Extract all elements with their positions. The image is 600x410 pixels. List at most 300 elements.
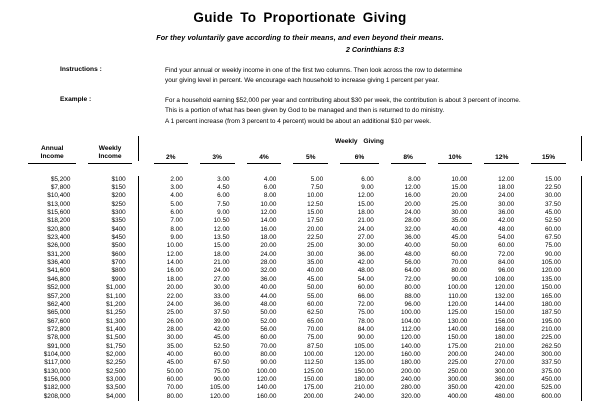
cell-giving-10pct: 50.00 [451,242,468,250]
cell-giving-10pct: 175.00 [447,342,468,350]
cell-giving-4pct: 80.00 [260,350,277,358]
cell-giving-6pct: 105.00 [354,342,374,350]
cell-giving-3pct: 3.00 [217,175,230,183]
cell-giving-10pct: 140.00 [447,325,468,333]
cell-giving-12pct: 48.00 [498,225,515,233]
cell-giving-2pct: 14.00 [166,259,183,267]
cell-annual-income: $156,000 [43,375,71,383]
cell-giving-4pct: 90.00 [260,359,277,367]
cell-giving-3pct: 30.00 [213,284,230,292]
table-row [22,226,582,234]
cell-giving-5pct: 12.50 [307,200,324,208]
cell-giving-2pct: 35.00 [166,342,183,350]
cell-giving-15pct: 262.50 [541,342,561,350]
cell-giving-15pct: 165.00 [541,292,561,300]
cell-annual-income: $78,000 [47,334,71,342]
cell-giving-6pct: 48.00 [357,267,374,275]
vertical-separator-left [138,234,148,242]
note-line: your giving level in percent. We encourage each household to increase giving 1 percent per year. [165,77,440,85]
vertical-separator-right [572,217,582,225]
cell-giving-4pct: 140.00 [256,384,277,392]
vertical-separator-left [138,145,148,161]
cell-annual-income: $117,000 [44,359,71,367]
cell-giving-2pct: 22.00 [166,292,183,300]
note-example [60,96,600,127]
cell-giving-5pct: 30.00 [307,250,324,258]
cell-giving-10pct: 100.00 [447,284,468,292]
cell-giving-5pct: 150.00 [303,375,324,383]
cell-giving-15pct: 195.00 [541,317,561,325]
vertical-separator-right [572,192,582,200]
cell-giving-8pct: 280.00 [401,384,421,392]
cell-giving-2pct: 28.00 [166,325,183,333]
note-line: This is a portion of what has been given by God to be managed and then is returned to do ministry. [165,107,445,115]
cell-giving-6pct: 210.00 [354,384,374,392]
cell-annual-income: $13,000 [47,200,71,208]
col-header-pct-10: 10% [448,154,462,162]
cell-giving-5pct: 25.00 [307,242,324,250]
cell-giving-8pct: 112.00 [401,325,421,333]
cell-giving-6pct: 21.00 [357,217,374,225]
cell-giving-15pct: 105.00 [541,259,561,267]
vertical-separator-left [138,176,148,184]
cell-giving-3pct: 12.00 [213,225,230,233]
scripture-quote: For they voluntarily gave according to their means, and even beyond their means. [156,33,444,42]
cell-giving-6pct: 90.00 [357,334,374,342]
cell-giving-2pct: 8.00 [170,225,183,233]
cell-giving-6pct: 42.00 [357,259,374,267]
col-header-line: Annual [41,144,64,152]
cell-giving-3pct: 75.00 [213,367,230,375]
cell-giving-12pct: 42.00 [498,217,515,225]
cell-giving-2pct: 26.00 [166,317,183,325]
cell-giving-5pct: 200.00 [303,392,324,400]
cell-giving-10pct: 90.00 [451,275,468,283]
cell-giving-3pct: 45.00 [213,334,230,342]
col-header-pct-8: 8% [403,154,413,162]
cell-giving-15pct: 45.00 [544,209,561,217]
vertical-separator-right [572,145,582,161]
cell-giving-4pct: 20.00 [260,242,277,250]
cell-giving-12pct: 150.00 [494,309,515,317]
cell-giving-10pct: 40.00 [451,225,468,233]
col-header-annual-income [22,145,82,161]
cell-giving-4pct: 10.00 [260,200,277,208]
group-spacer [432,136,479,145]
cell-annual-income: $23,400 [47,234,71,242]
cell-giving-10pct: 25.00 [451,200,468,208]
cell-giving-15pct: 60.00 [544,225,561,233]
giving-guide-page [0,10,600,410]
cell-giving-15pct: 15.00 [544,175,561,183]
col-header-pct-3: 3% [212,154,222,162]
cell-giving-8pct: 56.00 [404,259,421,267]
cell-giving-10pct: 130.00 [447,317,468,325]
vertical-separator-left [138,284,148,292]
table-row [22,309,582,317]
cell-giving-5pct: 45.00 [307,275,324,283]
cell-giving-4pct: 28.00 [260,259,277,267]
cell-weekly-income: $1,400 [106,325,126,333]
cell-giving-15pct: 210.00 [541,325,561,333]
cell-giving-8pct: 20.00 [404,200,421,208]
vertical-separator-left [138,309,148,317]
vertical-separator-right [572,226,582,234]
cell-giving-3pct: 7.50 [217,200,230,208]
cell-weekly-income: $2,250 [106,359,126,367]
cell-giving-12pct: 144.00 [494,300,515,308]
cell-giving-12pct: 168.00 [494,325,515,333]
vertical-separator-right [572,234,582,242]
cell-giving-3pct: 105.00 [210,384,230,392]
note-line: A 1 percent increase (from 3 percent to 4 percent) would be about an additional $10 per week. [165,117,432,125]
cell-giving-10pct: 400.00 [447,392,468,400]
vertical-separator-right [572,334,582,342]
cell-giving-2pct: 12.00 [166,250,183,258]
cell-giving-8pct: 64.00 [404,267,421,275]
cell-giving-2pct: 60.00 [166,375,183,383]
cell-giving-5pct: 40.00 [307,267,324,275]
cell-weekly-income: $3,500 [106,384,126,392]
cell-giving-12pct: 36.00 [498,209,515,217]
table-spacer-row [22,167,582,175]
vertical-separator-left [138,209,148,217]
cell-giving-4pct: 18.00 [260,234,277,242]
cell-giving-2pct: 9.00 [170,234,183,242]
cell-giving-5pct: 100.00 [303,350,324,358]
cell-giving-5pct: 70.00 [307,325,324,333]
cell-giving-8pct: 240.00 [401,375,421,383]
cell-weekly-income: $1,250 [106,309,126,317]
vertical-separator-left [138,251,148,259]
cell-giving-8pct: 48.00 [404,250,421,258]
cell-weekly-income: $1,500 [106,334,126,342]
vertical-separator-right [572,301,582,309]
cell-annual-income: $18,200 [47,217,71,225]
group-spacer [287,136,334,145]
cell-giving-3pct: 9.00 [217,209,230,217]
cell-giving-12pct: 108.00 [494,275,515,283]
cell-weekly-income: $1,750 [106,342,126,350]
cell-giving-3pct: 24.00 [213,267,230,275]
vertical-separator-right [572,242,582,250]
col-header-pct-5: 5% [306,154,316,162]
note-body [165,96,600,127]
cell-giving-12pct: 180.00 [494,334,515,342]
cell-giving-8pct: 28.00 [404,217,421,225]
cell-giving-8pct: 8.00 [408,175,421,183]
cell-giving-5pct: 50.00 [307,284,324,292]
cell-weekly-income: $2,000 [106,350,126,358]
cell-giving-8pct: 40.00 [404,242,421,250]
cell-giving-15pct: 30.00 [544,192,561,200]
cell-giving-10pct: 30.00 [451,209,468,217]
scripture-block [0,33,600,54]
cell-giving-5pct: 87.50 [307,342,324,350]
vertical-separator-left [138,293,148,301]
cell-giving-12pct: 30.00 [498,200,515,208]
cell-giving-12pct: 270.00 [494,359,515,367]
cell-giving-15pct: 75.00 [544,242,561,250]
col-header-line: Income [98,153,122,161]
vertical-separator-left [138,242,148,250]
col-header-pct-15: 15% [541,154,556,162]
cell-giving-3pct: 42.00 [213,325,230,333]
vertical-separator-right [572,201,582,209]
cell-giving-5pct: 55.00 [307,292,324,300]
cell-giving-6pct: 120.00 [354,350,374,358]
cell-giving-2pct: 5.00 [170,200,183,208]
cell-giving-15pct: 450.00 [541,375,561,383]
cell-giving-10pct: 300.00 [447,375,468,383]
cell-giving-10pct: 15.00 [451,184,468,192]
cell-giving-12pct: 240.00 [494,350,515,358]
table-row [22,384,582,392]
cell-giving-8pct: 12.00 [404,184,421,192]
vertical-separator-right [572,209,582,217]
cell-giving-6pct: 36.00 [357,250,374,258]
cell-giving-10pct: 45.00 [451,234,468,242]
table-row [22,217,582,225]
cell-weekly-income: $150 [111,184,126,192]
cell-giving-5pct: 125.00 [303,367,324,375]
cell-giving-2pct: 40.00 [166,350,183,358]
cell-weekly-income: $1,200 [106,300,126,308]
cell-giving-3pct: 10.50 [213,217,230,225]
cell-weekly-income: $100 [111,175,126,183]
vertical-separator-right [572,326,582,334]
table-row [22,201,582,209]
vertical-separator-right [572,384,582,392]
cell-giving-6pct: 180.00 [354,375,374,383]
cell-giving-2pct: 24.00 [166,300,183,308]
cell-giving-12pct: 480.00 [494,392,515,400]
cell-giving-15pct: 120.00 [541,267,561,275]
cell-giving-6pct: 150.00 [354,367,374,375]
cell-giving-15pct: 22.50 [544,184,561,192]
cell-giving-3pct: 67.50 [213,359,230,367]
notes-section [0,66,600,127]
cell-giving-15pct: 52.50 [544,217,561,225]
vertical-separator-right [572,368,582,376]
cell-giving-5pct: 10.00 [307,192,324,200]
cell-giving-15pct: 300.00 [541,350,561,358]
cell-giving-6pct: 24.00 [357,225,374,233]
vertical-separator-right [572,276,582,284]
vertical-separator-left [138,376,148,384]
cell-giving-15pct: 525.00 [541,384,561,392]
cell-giving-8pct: 96.00 [404,300,421,308]
note-instructions [60,66,600,87]
scripture-reference: 2 Corinthians 8:3 [345,45,405,54]
cell-giving-3pct: 18.00 [213,250,230,258]
cell-giving-10pct: 125.00 [447,309,468,317]
cell-giving-15pct: 150.00 [541,284,561,292]
cell-weekly-income: $4,000 [106,392,126,400]
cell-giving-5pct: 17.50 [307,217,324,225]
cell-weekly-income: $350 [111,217,126,225]
cell-giving-15pct: 187.50 [541,309,561,317]
cell-giving-2pct: 18.00 [166,275,183,283]
col-header-pct-6: 6% [354,154,365,162]
cell-giving-5pct: 7.50 [310,184,324,192]
cell-giving-6pct: 66.00 [357,292,374,300]
cell-annual-income: $7,800 [50,184,71,192]
cell-annual-income: $208,000 [43,392,71,400]
cell-giving-12pct: 60.00 [498,242,515,250]
cell-giving-12pct: 420.00 [494,384,515,392]
col-header-line: Weekly [98,144,122,152]
cell-giving-6pct: 72.00 [357,300,374,308]
cell-giving-5pct: 75.00 [307,334,324,342]
cell-giving-15pct: 600.00 [541,392,561,400]
cell-giving-10pct: 70.00 [451,259,468,267]
cell-giving-4pct: 160.00 [256,392,277,400]
cell-giving-10pct: 200.00 [447,350,468,358]
cell-annual-income: $20,800 [47,225,71,233]
note-line: Find your annual or weekly income in one of the first two columns. Then look across the row to determine [165,67,463,74]
cell-weekly-income: $3,000 [106,375,126,383]
cell-annual-income: $15,600 [47,209,71,217]
cell-giving-15pct: 67.50 [544,234,561,242]
cell-giving-15pct: 180.00 [541,300,561,308]
group-header-label: Weekly Giving [334,137,384,145]
cell-giving-12pct: 12.00 [498,175,515,183]
vertical-separator-right [572,318,582,326]
cell-giving-12pct: 54.00 [498,234,515,242]
col-header-line: Income [40,153,64,161]
vertical-separator-left [138,226,148,234]
cell-giving-4pct: 6.00 [263,184,277,192]
cell-giving-2pct: 45.00 [166,359,183,367]
cell-giving-8pct: 88.00 [404,292,421,300]
cell-annual-income: $31,200 [47,250,71,258]
cell-giving-2pct: 3.00 [170,184,183,192]
cell-giving-10pct: 250.00 [447,367,468,375]
cell-giving-8pct: 16.00 [404,192,421,200]
cell-giving-10pct: 350.00 [447,384,468,392]
cell-giving-8pct: 104.00 [401,317,421,325]
cell-giving-8pct: 140.00 [401,342,421,350]
cell-weekly-income: $1,300 [106,317,126,325]
vertical-separator-right [572,343,582,351]
cell-annual-income: $72,800 [47,325,71,333]
cell-giving-4pct: 14.00 [260,217,277,225]
cell-weekly-income: $450 [111,234,126,242]
cell-giving-4pct: 120.00 [256,375,277,383]
cell-weekly-income: $600 [111,250,126,258]
cell-giving-8pct: 24.00 [404,209,421,217]
group-spacer [194,136,241,145]
vertical-separator-right [572,293,582,301]
cell-giving-4pct: 56.00 [260,325,277,333]
table-row [22,259,582,267]
cell-weekly-income: $400 [111,225,126,233]
cell-giving-4pct: 8.00 [263,192,277,200]
vertical-separator-left [138,368,148,376]
group-spacer [148,136,194,145]
table-row [22,376,582,384]
cell-giving-3pct: 13.50 [213,234,230,242]
cell-giving-15pct: 90.00 [544,250,561,258]
cell-giving-4pct: 70.00 [260,342,277,350]
cell-giving-3pct: 4.50 [217,184,230,192]
vertical-separator-left [138,267,148,275]
cell-giving-5pct: 60.00 [307,300,324,308]
col-header-pct-2: 2% [165,154,176,162]
cell-giving-12pct: 210.00 [494,342,515,350]
cell-giving-10pct: 80.00 [451,267,468,275]
cell-giving-4pct: 32.00 [260,267,277,275]
table-row [22,284,582,292]
cell-giving-4pct: 16.00 [260,225,277,233]
cell-giving-4pct: 36.00 [260,275,277,283]
cell-giving-4pct: 100.00 [256,367,277,375]
giving-table [22,136,582,401]
cell-giving-15pct: 375.00 [541,367,561,375]
cell-giving-2pct: 25.00 [166,309,183,317]
cell-giving-12pct: 156.00 [494,317,515,325]
cell-giving-4pct: 52.00 [260,317,277,325]
vertical-separator-right [572,184,582,192]
cell-giving-8pct: 120.00 [401,334,421,342]
cell-giving-10pct: 150.00 [447,334,468,342]
group-spacer [385,136,432,145]
cell-weekly-income: $200 [111,192,126,200]
cell-annual-income: $10,400 [47,192,71,200]
group-spacer [22,136,82,145]
table-row [22,242,582,250]
cell-giving-6pct: 18.00 [357,209,374,217]
cell-giving-2pct: 7.00 [170,217,183,225]
cell-weekly-income: $800 [111,267,126,275]
table-row [22,359,582,367]
cell-giving-10pct: 225.00 [447,359,468,367]
cell-weekly-income: $2,500 [106,367,126,375]
table-row [22,301,582,309]
cell-giving-2pct: 4.00 [170,192,183,200]
note-label: Instructions : [60,66,102,73]
cell-giving-12pct: 360.00 [494,375,515,383]
cell-giving-6pct: 78.00 [357,317,374,325]
cell-giving-5pct: 175.00 [303,384,324,392]
table-row [22,184,582,192]
table-row [22,368,582,376]
cell-giving-12pct: 132.00 [494,292,515,300]
cell-giving-2pct: 30.00 [166,334,183,342]
table-row [22,234,582,242]
table-row [22,351,582,359]
vertical-separator-left [138,276,148,284]
cell-giving-12pct: 300.00 [494,367,515,375]
cell-giving-5pct: 20.00 [307,225,324,233]
vertical-separator-left [138,334,148,342]
table-row [22,343,582,351]
cell-giving-6pct: 240.00 [354,392,374,400]
group-spacer [82,136,138,145]
cell-giving-6pct: 84.00 [357,325,374,333]
cell-annual-income: $52,000 [47,284,71,292]
cell-giving-15pct: 225.00 [541,334,561,342]
column-header-row [22,145,582,161]
vertical-separator-right [572,176,582,184]
cell-annual-income: $91,000 [47,342,71,350]
cell-giving-8pct: 32.00 [404,225,421,233]
cell-giving-2pct: 80.00 [166,392,183,400]
cell-annual-income: $65,000 [47,309,71,317]
vertical-separator-right [572,309,582,317]
cell-giving-4pct: 24.00 [260,250,277,258]
